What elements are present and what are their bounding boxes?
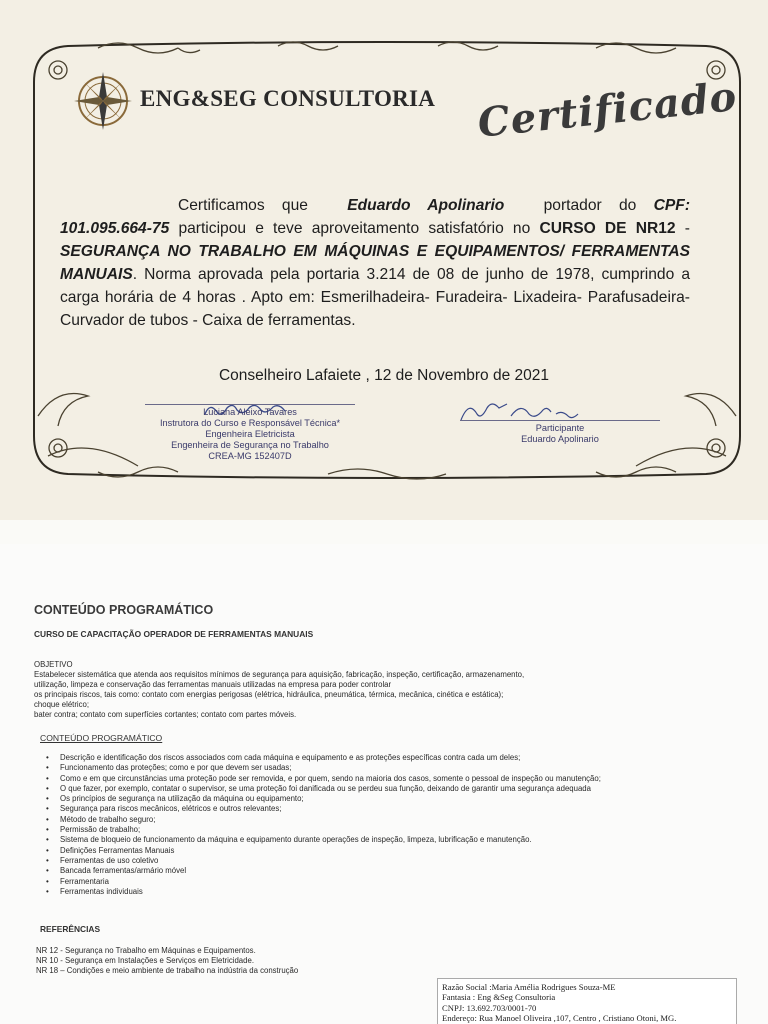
certificate-body <box>60 194 690 332</box>
compass-logo-icon <box>72 70 134 132</box>
program-course: CURSO DE CAPACITAÇÃO OPERADOR DE FERRAMENTAS MANUAIS <box>34 629 314 639</box>
list-item: • O que fazer, por exemplo, contatar o supervisor, se uma proteção foi danificada ou se perdeu sua função, deixando de garantir uma segurança adequada <box>46 784 756 794</box>
company-address: Endereço: Rua Manoel Oliveira ,107, Centro , Cristiano Otoni, MG. <box>442 1012 677 1023</box>
company-legal-name: Razão Social :Maria Amélia Rodrigues Souza-ME <box>442 982 616 992</box>
references-heading: REFERÊNCIAS <box>40 924 101 934</box>
list-item: • Permissão de trabalho; <box>46 825 756 835</box>
participant-signature-block <box>460 402 660 445</box>
instructor-role: Instrutora do Curso e Responsável Técnica* <box>159 418 341 428</box>
objective-line: os principais riscos, tais como: contato com energias perigosas (elétrica, hidráulica, pneumática, térmica, mecânica, cinética e estática); <box>34 690 504 699</box>
page-divider <box>0 520 768 544</box>
list-item: • Funcionamento das proteções; como e por que devem ser usadas; <box>46 763 756 773</box>
objective-line: utilização, limpeza e conservação das ferramentas manuais utilizadas na empresa para poder controlar <box>34 680 392 689</box>
participation-text: participou e teve aproveitamento satisfatório no <box>178 220 531 237</box>
instructor-name: Luciana Aleixo Tavares <box>203 407 297 417</box>
intro-text: Certificamos que <box>178 197 308 214</box>
list-item: • Ferramentas individuais <box>46 887 756 897</box>
instructor-title-1: Engenheira Eletricista <box>205 429 295 439</box>
list-item: • Segurança para riscos mecânicos, elétricos e outros relevantes; <box>46 804 756 814</box>
objective-label: OBJETIVO <box>34 660 73 669</box>
student-name: Eduardo Apolinario <box>347 197 505 214</box>
program-list <box>46 753 756 897</box>
objective-line: bater contra; contato com superfícies cortantes; contato com partes móveis. <box>34 710 297 719</box>
participant-label: Participante <box>535 423 585 433</box>
dash-text: - <box>684 220 690 237</box>
list-item: • Método de trabalho seguro; <box>46 815 756 825</box>
objective-line: Estabelecer sistemática que atenda aos requisitos mínimos de segurança para aquisição, fabricação, inspeção, certificação, armazenamento, <box>34 670 525 679</box>
list-item: • Sistema de bloqueio de funcionamento da máquina e equipamento durante operações de inspeção, limpeza, lubrificação e manutenção. <box>46 835 756 845</box>
objective-section <box>34 660 754 720</box>
instructor-title-2: Engenheira de Segurança no Trabalho <box>171 440 329 450</box>
company-cnpj: CNPJ: 13.692.703/0001-70 <box>442 1002 537 1013</box>
reference-item: NR 18 – Condições e meio ambiente de trabalho na indústria da construção <box>36 966 299 975</box>
signature-line <box>145 404 355 405</box>
participant-name: Eduardo Apolinario <box>521 434 599 444</box>
company-info-box <box>437 978 737 1024</box>
company-trade-name: Fantasia : Eng &Seg Consultoria <box>442 992 556 1003</box>
list-item: • Definições Ferramentas Manuais <box>46 846 756 856</box>
list-item: • Como e em que circunstâncias uma proteção pode ser removida, e por quem, sendo na maioria dos casos, somente o pessoal de inspeção ou manutenção; <box>46 774 756 784</box>
cpf-value: CPF: 101.095.664-75 <box>60 197 691 237</box>
course-label: CURSO DE NR12 <box>539 220 676 237</box>
certificate-title: Certificado <box>475 72 740 147</box>
date-line: Conselheiro Lafaiete , 12 de Novembro de 2021 <box>218 367 550 384</box>
program-heading: CONTEÚDO PROGRAMÁTICO <box>34 603 214 617</box>
norm-text: . Norma aprovada pela portaria 3.214 de 08 de junho de 1978, cumprindo a carga horária de 4 horas . Apto em: Esmerilhadeira- Furadeira- Lixadeira- Parafusadeira- Curvador de tubos - Caixa de ferramentas. <box>60 266 690 329</box>
objective-line: choque elétrico; <box>34 700 90 709</box>
bearer-text: portador do <box>543 197 637 214</box>
signature-line <box>460 420 660 421</box>
course-title: SEGURANÇA NO TRABALHO EM MÁQUINAS E EQUIPAMENTOS/ FERRAMENTAS MANUAIS <box>60 243 690 283</box>
instructor-crea: CREA-MG 152407D <box>208 451 292 461</box>
list-item: • Os princípios de segurança na utilização da máquina ou equipamento; <box>46 794 756 804</box>
company-logo-text: ENG&SEG CONSULTORIA <box>140 86 436 111</box>
list-item: • Descrição e identificação dos riscos associados com cada máquina e equipamento e as proteções específicas contra cada um deles; <box>46 753 756 763</box>
program-page <box>0 544 768 1024</box>
reference-item: NR 10 - Segurança em Instalações e Serviços em Eletricidade. <box>36 956 254 965</box>
program-subheading: CONTEÚDO PROGRAMÁTICO <box>40 733 163 743</box>
list-item: • Ferramentaria <box>46 877 756 887</box>
list-item: • Bancada ferramentas/armário móvel <box>46 866 756 876</box>
references-list <box>36 946 436 976</box>
list-item: • Ferramentas de uso coletivo <box>46 856 756 866</box>
reference-item: NR 12 - Segurança no Trabalho em Máquinas e Equipamentos. <box>36 946 256 955</box>
instructor-signature-block <box>140 404 360 462</box>
